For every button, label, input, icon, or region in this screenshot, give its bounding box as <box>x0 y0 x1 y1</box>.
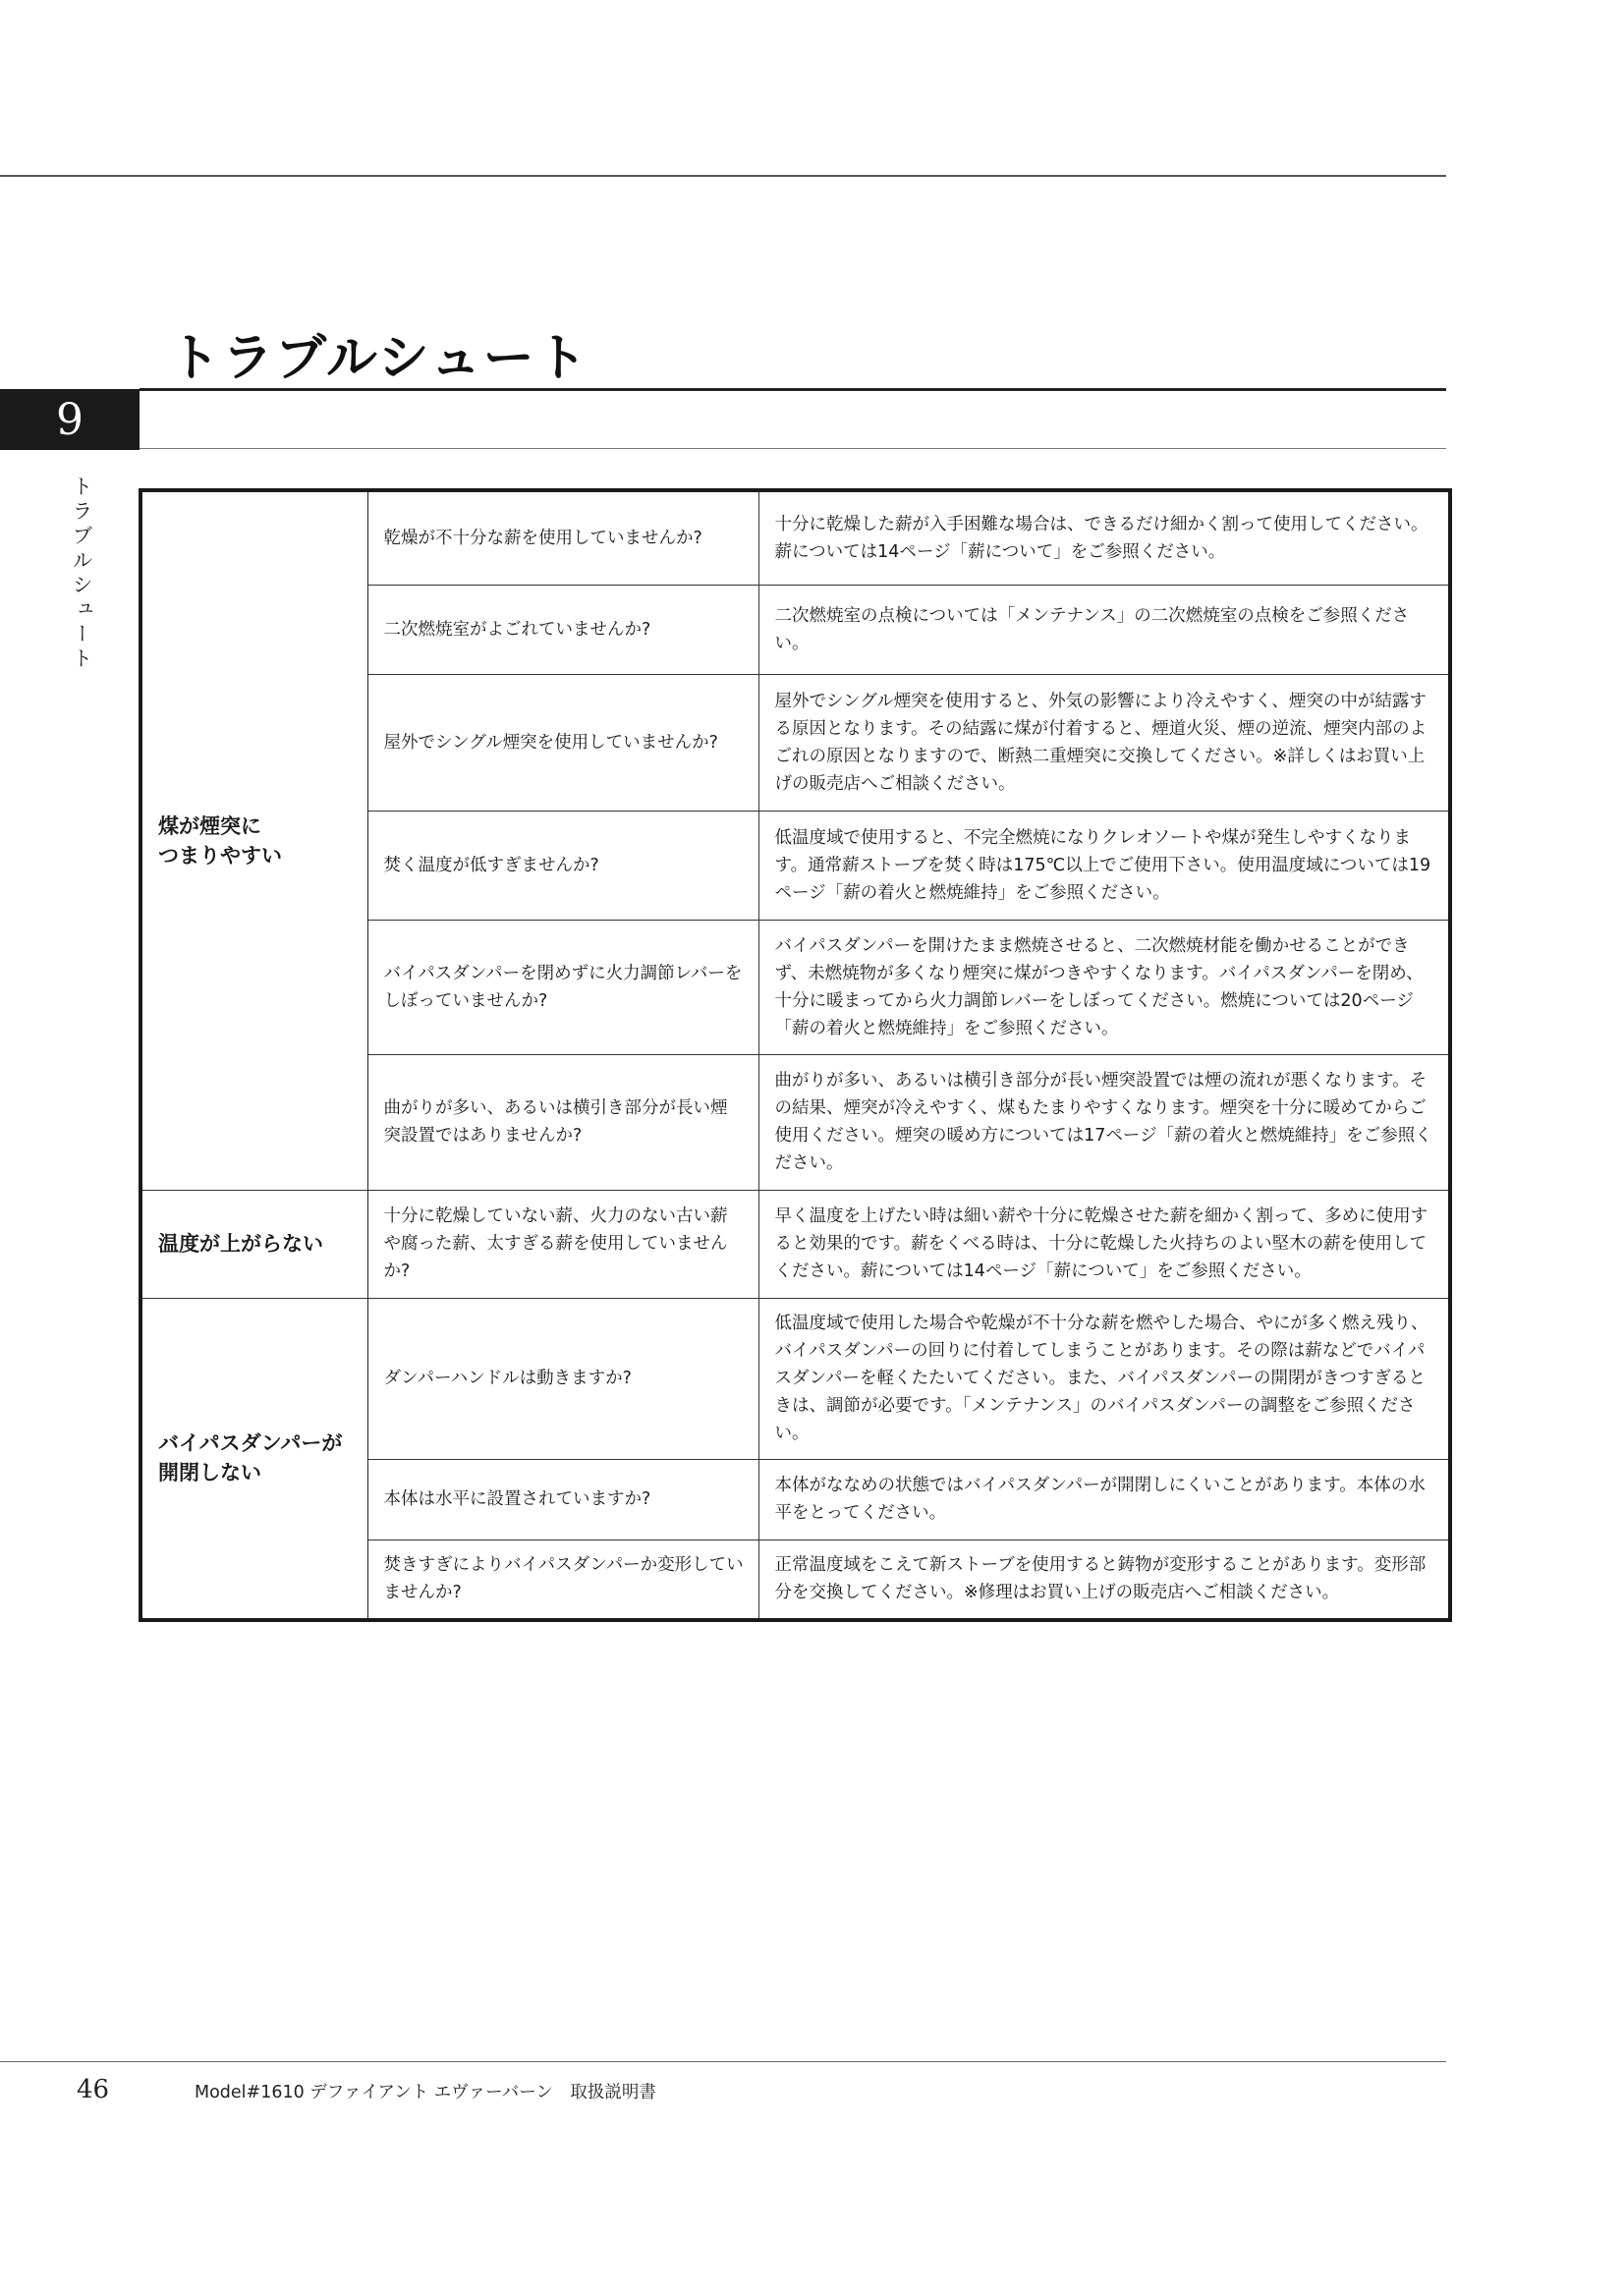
remedy-cell: 屋外でシングル煙突を使用すると、外気の影響により冷えやすく、煙突の中が結露する原因となります。その結露に煤が付着すると、煙道火災、煙の逆流、煙突内部のよごれの原因となりますので、断熱二重煙突に交換してください。※詳しくはお買い上げの販売店へご相談ください。 <box>758 674 1450 811</box>
check-cell: 焚く温度が低すぎませんか? <box>367 811 758 920</box>
table-row <box>140 1190 1450 1298</box>
remedy-cell: 正常温度域をこえて新ストーブを使用すると鋳物が変形することがあります。変形部分を交換してください。※修理はお買い上げの販売店へご相談ください。 <box>758 1540 1450 1620</box>
symptom-label: バイパスダンパーが 開閉しない <box>158 1431 343 1485</box>
remedy-cell: 二次燃焼室の点検については「メンテナンス」の二次燃焼室の点検をご参照ください。 <box>758 585 1450 674</box>
remedy-cell: 低温度域で使用すると、不完全燃焼になりクレオソートや煤が発生しやすくなります。通常薪ストーブを焚く時は175℃以上でご使用下さい。使用温度域については19ページ「薪の着火と燃焼維持」をご参照ください。 <box>758 811 1450 920</box>
page-number: 46 <box>77 2075 110 2104</box>
table-row <box>140 1298 1450 1459</box>
symptom-label: 煤が煙突に つまりやすい <box>158 813 282 868</box>
chapter-number-badge: 9 <box>0 389 140 450</box>
check-cell: 焚きすぎによりバイパスダンパーか変形していませんか? <box>367 1540 758 1620</box>
check-cell: バイパスダンパーを閉めずに火力調節レバーをしぼっていませんか? <box>367 920 758 1054</box>
symptom-cell <box>140 490 367 1190</box>
remedy-cell: 本体がななめの状態ではバイパスダンパーが開閉しにくいことがあります。本体の水平をとってください。 <box>758 1459 1450 1540</box>
table-row <box>140 490 1450 585</box>
remedy-cell: 低温度域で使用した場合や乾燥が不十分な薪を燃やした場合、やにが多く燃え残り、バイパスダンパーの回りに付着してしまうことがあります。その際は薪などでバイパスダンパーを軽くたたいてください。また、バイパスダンパーの開閉がきつすぎるときは、調節が必要です。「メンテナンス」のバイパスダンパーの調整をご参照ください。 <box>758 1298 1450 1459</box>
troubleshooting-table <box>139 488 1452 1622</box>
symptom-cell <box>140 1298 367 1620</box>
symptom-cell <box>140 1190 367 1298</box>
check-cell: 本体は水平に設置されていますか? <box>367 1459 758 1540</box>
page-title: トラブルシュート <box>169 328 589 388</box>
check-cell: 曲がりが多い、あるいは横引き部分が長い煙突設置ではありませんか? <box>367 1054 758 1190</box>
check-cell: 乾燥が不十分な薪を使用していませんか? <box>367 490 758 585</box>
check-cell: 二次燃焼室がよごれていませんか? <box>367 585 758 674</box>
check-cell: ダンパーハンドルは動きますか? <box>367 1298 758 1459</box>
remedy-cell: 曲がりが多い、あるいは横引き部分が長い煙突設置では煙の流れが悪くなります。その結果、煙突が冷えやすく、煤もたまりやすくなります。煙突を十分に暖めてからご使用ください。煙突の暖め方については17ページ「薪の着火と燃焼維持」をご参照ください。 <box>758 1054 1450 1190</box>
remedy-cell: 十分に乾燥した薪が入手困難な場合は、できるだけ細かく割って使用してください。薪については14ページ「薪について」をご参照ください。 <box>758 490 1450 585</box>
remedy-cell: 早く温度を上げたい時は細い薪や十分に乾燥させた薪を細かく割って、多めに使用すると効果的です。薪をくべる時は、十分に乾燥した火持ちのよい堅木の薪を使用してください。薪については14ページ「薪について」をご参照ください。 <box>758 1190 1450 1298</box>
check-cell: 屋外でシングル煙突を使用していませんか? <box>367 674 758 811</box>
chapter-rule <box>140 448 1446 449</box>
footer-model-text: Model#1610 デファイアント エヴァーバーン 取扱説明書 <box>195 2083 656 2102</box>
remedy-cell: バイパスダンパーを開けたまま燃焼させると、二次燃焼材能を働かせることができず、未燃焼物が多くなり煙突に煤がつきやすくなります。バイパスダンパーを閉め、十分に暖まってから火力調節レバーをしぼってください。燃焼については20ページ「薪の着火と燃焼維持」をご参照ください。 <box>758 920 1450 1054</box>
footer-rule <box>0 2061 1446 2062</box>
title-underline <box>140 388 1446 391</box>
header-rule <box>0 175 1446 177</box>
check-cell: 十分に乾燥していない薪、火力のない古い薪や腐った薪、太すぎる薪を使用していませんか? <box>367 1190 758 1298</box>
side-section-label: トラブルシュート <box>70 476 93 672</box>
symptom-label: 温度が上がらない <box>158 1232 323 1256</box>
